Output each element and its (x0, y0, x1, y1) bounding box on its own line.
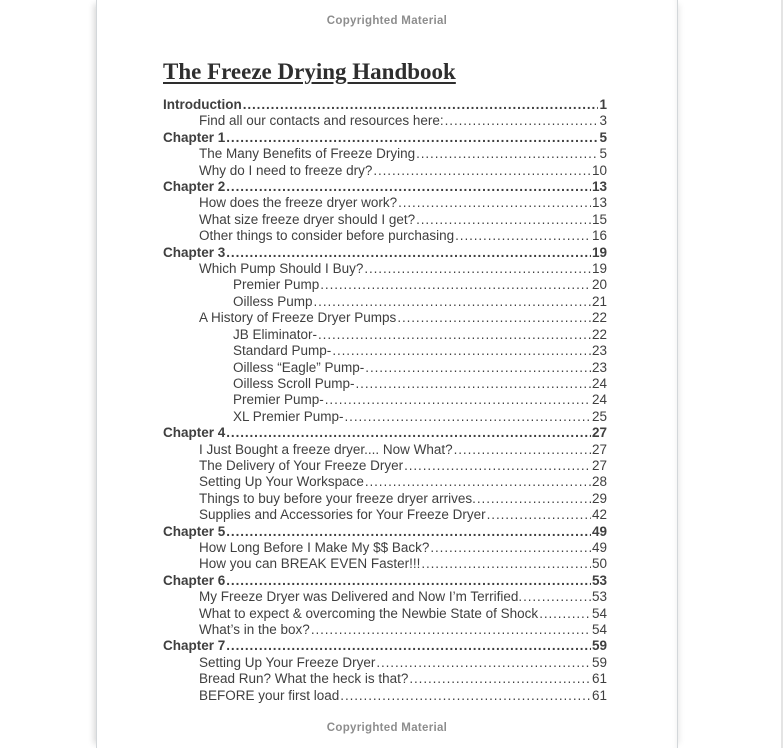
toc-entry-label: The Delivery of Your Freeze Dryer (199, 457, 404, 473)
toc-leader-dots (445, 113, 599, 129)
toc-leader-dots (376, 655, 591, 671)
toc-entry (163, 540, 607, 556)
toc-leader-dots (325, 392, 591, 408)
toc-entry (163, 589, 607, 605)
toc-entry-label: Chapter 3 (163, 244, 226, 260)
toc-leader-dots (226, 524, 591, 540)
toc-entry-page-number: 49 (591, 523, 607, 539)
toc-entry (163, 524, 607, 540)
toc-entry-label: Other things to consider before purchasing (199, 228, 455, 244)
toc-entry-label: Chapter 7 (163, 638, 226, 654)
toc-leader-dots (320, 277, 591, 293)
toc-leader-dots (430, 540, 591, 556)
table-of-contents (163, 97, 607, 704)
toc-leader-dots (226, 638, 591, 654)
toc-entry (163, 474, 607, 490)
toc-leader-dots (226, 425, 591, 441)
toc-entry-page-number: 24 (591, 375, 607, 391)
toc-leader-dots (397, 310, 591, 326)
toc-leader-dots (539, 606, 591, 622)
toc-entry-label: I Just Bought a freeze dryer.... Now What? (199, 441, 453, 457)
toc-leader-dots (373, 163, 591, 179)
toc-entry-label: Oilless “Eagle” Pump- (233, 359, 365, 375)
toc-entry-page-number: 13 (591, 195, 607, 211)
toc-entry-label: XL Premier Pump- (233, 408, 344, 424)
toc-entry (163, 507, 607, 523)
toc-leader-dots (314, 294, 591, 310)
toc-leader-dots (454, 442, 591, 458)
toc-entry-page-number: 42 (591, 507, 607, 523)
toc-entry-label: Standard Pump- (233, 343, 332, 359)
toc-entry-page-number: 10 (591, 162, 607, 178)
toc-entry (163, 688, 607, 704)
toc-entry-page-number: 15 (591, 211, 607, 227)
toc-entry-label: My Freeze Dryer was Delivered and Now I’m Terrified. (199, 589, 523, 605)
toc-leader-dots (416, 146, 598, 162)
toc-entry-page-number: 23 (591, 359, 607, 375)
toc-entry-page-number: 3 (599, 113, 607, 129)
toc-entry-label: Bread Run? What the heck is that? (199, 671, 409, 687)
toc-entry (163, 261, 607, 277)
toc-entry-page-number: 16 (591, 228, 607, 244)
toc-entry-page-number: 1 (599, 97, 607, 112)
toc-entry-label: How you can BREAK EVEN Faster!!! (199, 556, 421, 572)
copyright-notice-bottom: Copyrighted Material (326, 722, 448, 734)
toc-entry-label: Which Pump Should I Buy? (199, 261, 364, 277)
toc-entry-page-number: 23 (591, 343, 607, 359)
toc-entry (163, 425, 607, 441)
toc-entry-label: Setting Up Your Freeze Dryer (199, 654, 376, 670)
toc-entry (163, 310, 607, 326)
toc-leader-dots (226, 130, 598, 146)
toc-entry-page-number: 25 (591, 408, 607, 424)
toc-entry-label: Introduction (163, 97, 242, 112)
toc-entry (163, 146, 607, 162)
toc-entry (163, 327, 607, 343)
toc-entry-label: Chapter 1 (163, 129, 226, 145)
toc-entry-label: What size freeze dryer should I get? (199, 211, 416, 227)
toc-leader-dots (365, 474, 591, 490)
copyright-notice-top: Copyrighted Material (326, 15, 448, 27)
toc-entry-page-number: 22 (591, 326, 607, 342)
toc-entry-page-number: 27 (591, 441, 607, 457)
toc-entry (163, 212, 607, 228)
toc-entry-label: Things to buy before your freeze dryer arrives. (199, 490, 476, 506)
toc-entry-page-number: 5 (599, 129, 607, 145)
toc-leader-dots (398, 195, 591, 211)
toc-entry-label: Oilless Scroll Pump- (233, 375, 355, 391)
toc-entry-label: Premier Pump (233, 277, 320, 293)
toc-entry-label: Chapter 6 (163, 572, 226, 588)
toc-entry-page-number: 19 (591, 244, 607, 260)
toc-entry-label: How does the freeze dryer work? (199, 195, 398, 211)
toc-entry-label: Oilless Pump (233, 293, 313, 309)
toc-entry (163, 195, 607, 211)
toc-leader-dots (345, 409, 591, 425)
toc-entry (163, 277, 607, 293)
toc-entry (163, 671, 607, 687)
toc-entry (163, 113, 607, 129)
toc-entry (163, 245, 607, 261)
toc-entry-page-number: 27 (591, 425, 607, 441)
toc-entry-label: Premier Pump- (233, 392, 324, 408)
toc-leader-dots (421, 556, 591, 572)
toc-leader-dots (332, 343, 591, 359)
toc-leader-dots (477, 491, 591, 507)
toc-entry (163, 228, 607, 244)
toc-entry (163, 409, 607, 425)
toc-entry-label: JB Eliminator- (233, 326, 318, 342)
toc-entry-page-number: 54 (591, 605, 607, 621)
toc-leader-dots (340, 688, 591, 704)
toc-entry (163, 179, 607, 195)
toc-entry (163, 343, 607, 359)
toc-leader-dots (318, 327, 591, 343)
toc-entry-page-number: 19 (591, 261, 607, 277)
page-content (163, 58, 607, 704)
toc-entry (163, 458, 607, 474)
toc-entry-page-number: 53 (591, 589, 607, 605)
toc-leader-dots (404, 458, 591, 474)
toc-entry-label: Chapter 2 (163, 179, 226, 195)
toc-entry-page-number: 61 (591, 671, 607, 687)
toc-entry-page-number: 24 (591, 392, 607, 408)
toc-entry-page-number: 59 (591, 654, 607, 670)
toc-leader-dots (416, 212, 591, 228)
toc-entry-page-number: 21 (591, 293, 607, 309)
toc-entry (163, 638, 607, 654)
toc-entry-page-number: 27 (591, 457, 607, 473)
toc-entry (163, 556, 607, 572)
toc-leader-dots (523, 589, 591, 605)
toc-entry-label: What’s in the box? (199, 622, 310, 637)
toc-entry-label: The Many Benefits of Freeze Drying (199, 146, 416, 162)
toc-entry (163, 622, 607, 638)
toc-entry-label: Chapter 5 (163, 523, 226, 539)
toc-entry (163, 130, 607, 146)
toc-entry-label: Find all our contacts and resources here: (199, 113, 444, 129)
toc-entry-label: What to expect & overcoming the Newbie State of Shock (199, 605, 539, 621)
title-wrap (163, 58, 607, 89)
toc-entry (163, 376, 607, 392)
toc-entry-page-number: 28 (591, 474, 607, 490)
toc-entry-page-number: 50 (591, 556, 607, 572)
toc-entry-label: How Long Before I Make My $$ Back? (199, 539, 430, 555)
toc-entry-label: A History of Freeze Dryer Pumps (199, 310, 397, 326)
toc-entry-label: Chapter 4 (163, 425, 226, 441)
book-title: The Freeze Drying Handbook (163, 59, 456, 84)
toc-entry-page-number: 22 (591, 310, 607, 326)
toc-leader-dots (409, 671, 591, 687)
toc-leader-dots (243, 97, 599, 113)
toc-entry-page-number: 54 (591, 622, 607, 637)
toc-leader-dots (365, 360, 591, 376)
toc-leader-dots (226, 245, 591, 261)
toc-leader-dots (356, 376, 591, 392)
toc-entry-page-number: 59 (591, 638, 607, 654)
toc-entry-label: Supplies and Accessories for Your Freeze Dryer (199, 507, 486, 523)
toc-entry-page-number: 61 (591, 687, 607, 703)
toc-entry (163, 294, 607, 310)
toc-entry (163, 573, 607, 589)
toc-leader-dots (226, 573, 591, 589)
toc-entry-page-number: 5 (599, 146, 607, 162)
toc-entry (163, 360, 607, 376)
toc-entry (163, 606, 607, 622)
toc-entry-page-number: 53 (591, 572, 607, 588)
toc-entry-page-number: 20 (591, 277, 607, 293)
toc-entry (163, 163, 607, 179)
toc-leader-dots (364, 261, 591, 277)
toc-entry-page-number: 13 (591, 179, 607, 195)
toc-entry (163, 442, 607, 458)
toc-entry-label: BEFORE your first load (199, 687, 340, 703)
book-page (96, 0, 678, 748)
toc-entry (163, 97, 607, 113)
toc-leader-dots (311, 622, 591, 638)
toc-leader-dots (487, 507, 591, 523)
toc-entry-label: Setting Up Your Workspace (199, 474, 364, 490)
toc-entry (163, 491, 607, 507)
toc-entry-label: Why do I need to freeze dry? (199, 162, 373, 178)
toc-leader-dots (455, 228, 591, 244)
toc-entry (163, 392, 607, 408)
toc-entry (163, 655, 607, 671)
toc-entry-page-number: 29 (591, 490, 607, 506)
toc-leader-dots (226, 179, 591, 195)
toc-entry-page-number: 49 (591, 539, 607, 555)
